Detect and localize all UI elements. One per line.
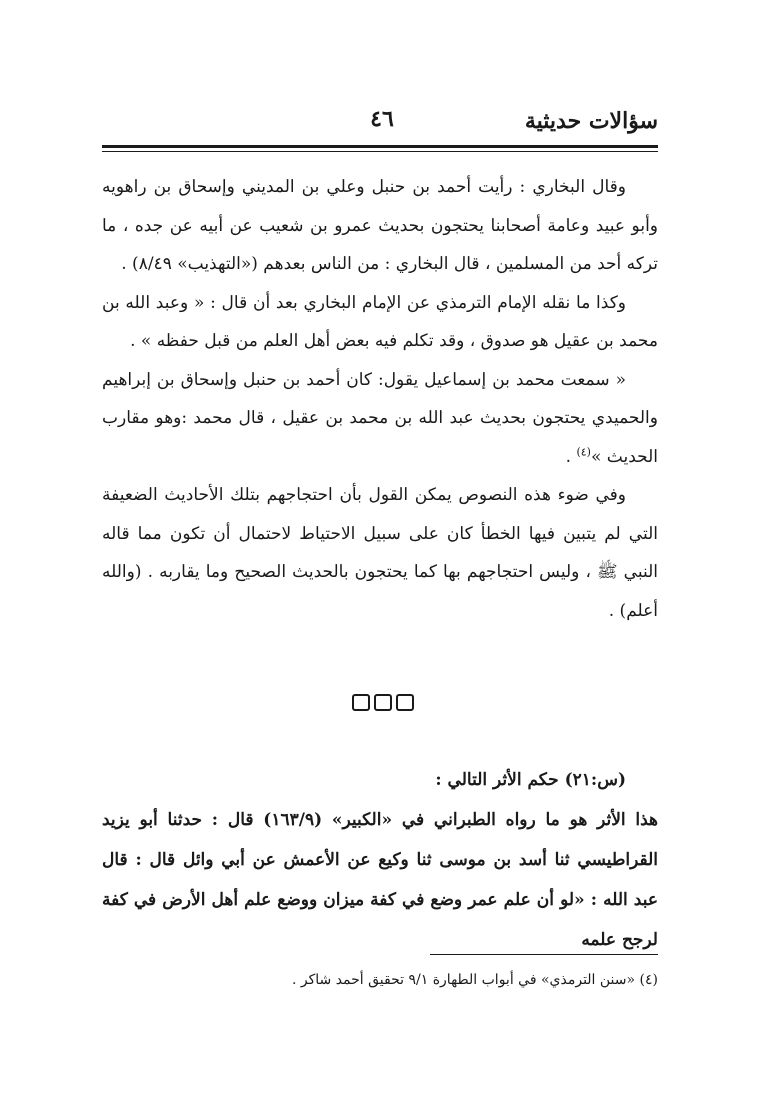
section-separator bbox=[0, 692, 766, 711]
question-section bbox=[102, 760, 658, 960]
main-text bbox=[102, 168, 658, 630]
question-heading: (س:٢١) حكم الأثر التالي : bbox=[435, 770, 626, 790]
paragraph-quote: « سمعت محمد بن إسماعيل يقول: كان أحمد بن حنبل وإسحاق بن إبراهيم والحميدي يحتجون بحديث عبد الله بن محمد بن عقيل ، قال محمد :وهو مقارب الحديث »$^{(٤)}$ . bbox=[102, 369, 658, 467]
footnote-marker: (٤) bbox=[576, 444, 591, 458]
header-rule-thick bbox=[102, 145, 658, 148]
paragraph-conclusion: وفي ضوء هذه النصوص يمكن القول بأن احتجاجهم بتلك الأحاديث الضعيفة التي لم يتبين فيها الخطأ كان على سبيل الاحتياط لاحتمال أن تكون مما قاله النبي ﷺ ، وليس احتجاجهم بها كما يحتجون بالحديث الصحيح وما يقاربه . (والله أعلم) . bbox=[102, 485, 658, 621]
square-ornament-icon bbox=[352, 694, 370, 711]
footnote: (٤) «سنن الترمذي» في أبواب الطهارة ٩/١ تحقيق أحمد شاكر . bbox=[291, 972, 658, 988]
running-title: سؤالات حديثية bbox=[524, 108, 658, 134]
square-ornament-icon bbox=[374, 694, 392, 711]
quote-text: « سمعت محمد بن إسماعيل يقول: كان أحمد بن حنبل وإسحاق بن إبراهيم والحميدي يحتجون بحديث عبد الله بن محمد بن عقيل ، قال محمد :وهو مقارب الحديث » bbox=[102, 369, 658, 467]
page-header bbox=[102, 104, 658, 144]
square-ornament-icon bbox=[396, 694, 414, 711]
paragraph-tirmidhi: وكذا ما نقله الإمام الترمذي عن الإمام البخاري بعد أن قال : « وعبد الله بن محمد بن عقيل هو صدوق ، وقد تكلم فيه بعض أهل العلم من قبل حفظه » . bbox=[102, 292, 658, 351]
header-rule-thin bbox=[102, 151, 658, 152]
question-text: هذا الأثر هو ما رواه الطبراني في «الكبير» (١٦٣/٩) قال : حدثنا أبو يزيد القراطيسي ثنا أسد بن موسى ثنا وكيع عن الأعمش عن أبي وائل قال : قال عبد الله : «لو أن علم عمر وضع في كفة ميزان ووضع علم أهل الأرض في كفة لرجح علمه bbox=[102, 810, 659, 950]
footnote-rule bbox=[430, 954, 658, 955]
paragraph-bukhari: وقال البخاري : رأيت أحمد بن حنبل وعلي بن المديني وإسحاق بن راهويه وأبو عبيد وعامة أصحابنا يحتجون بحديث عمرو بن شعيب عن أبيه عن جده ، ما تركه أحد من المسلمين ، قال البخاري : من الناس بعدهم («التهذيب» ٨/٤٩) . bbox=[102, 177, 658, 274]
page-number: ٤٦ bbox=[370, 106, 394, 132]
